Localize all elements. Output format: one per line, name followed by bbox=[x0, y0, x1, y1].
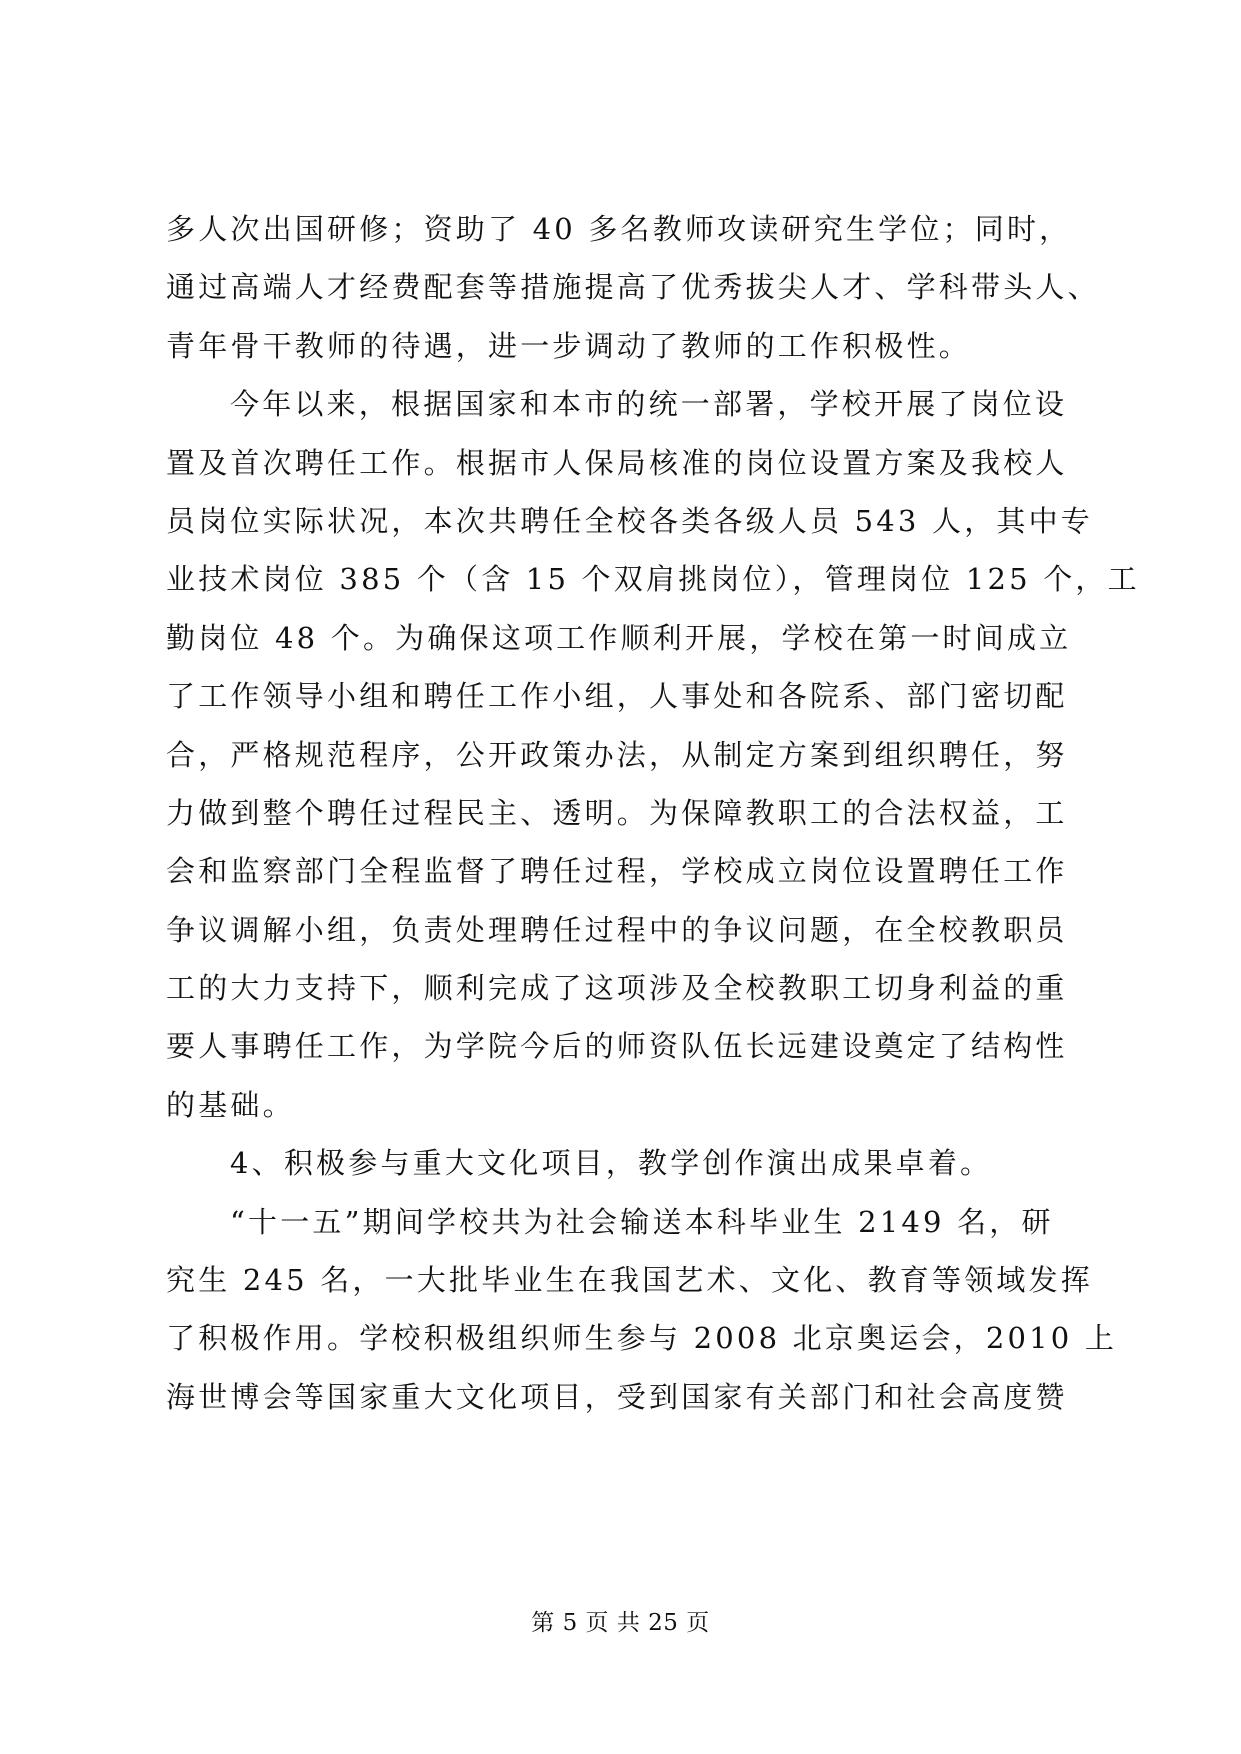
section-heading: 4、积极参与重大文化项目，教学创作演出成果卓着。 bbox=[230, 1146, 993, 1181]
paragraph-start-line: 今年以来，根据国家和本市的统一部署，学校开展了岗位设 bbox=[230, 387, 1068, 422]
text-line: 要人事聘任工作，为学院今后的师资队伍长远建设奠定了结构性 bbox=[166, 1029, 1068, 1064]
paragraph-start-line: “十一五”期间学校共为社会输送本科毕业生 2149 名，研 bbox=[230, 1204, 1054, 1239]
text-line: 青年骨干教师的待遇，进一步调动了教师的工作积极性。 bbox=[166, 328, 972, 363]
text-line: 力做到整个聘任过程民主、透明。为保障教职工的合法权益，工 bbox=[166, 795, 1068, 830]
text-line: 的基础。 bbox=[166, 1087, 295, 1122]
page-number-footer: 第 5 页 共 25 页 bbox=[531, 1610, 710, 1636]
text-line: 工的大力支持下，顺利完成了这项涉及全校教职工切身利益的重 bbox=[166, 971, 1068, 1006]
text-line: 业技术岗位 385 个（含 15 个双肩挑岗位），管理岗位 125 个，工 bbox=[166, 562, 1140, 597]
text-line: 海世博会等国家重大文化项目，受到国家有关部门和社会高度赞 bbox=[166, 1379, 1068, 1414]
text-line: 通过高端人才经费配套等措施提高了优秀拔尖人才、学科带头人、 bbox=[166, 270, 1100, 305]
text-line: 了积极作用。学校积极组织师生参与 2008 北京奥运会，2010 上 bbox=[166, 1321, 1118, 1356]
text-line: 会和监察部门全程监督了聘任过程，学校成立岗位设置聘任工作 bbox=[166, 854, 1068, 889]
text-line: 了工作领导小组和聘任工作小组，人事处和各院系、部门密切配 bbox=[166, 679, 1068, 714]
text-line: 勤岗位 48 个。为确保这项工作顺利开展，学校在第一时间成立 bbox=[166, 620, 1072, 655]
text-line: 置及首次聘任工作。根据市人保局核准的岗位设置方案及我校人 bbox=[166, 445, 1068, 480]
text-line: 争议调解小组，负责处理聘任过程中的争议问题，在全校教职员 bbox=[166, 912, 1068, 947]
document-body bbox=[166, 200, 1140, 1426]
text-line: 究生 245 名，一大批毕业生在我国艺术、文化、教育等领域发挥 bbox=[166, 1263, 1093, 1298]
text-line: 多人次出国研修；资助了 40 多名教师攻读研究生学位；同时， bbox=[166, 212, 1072, 246]
text-line: 员岗位实际状况，本次共聘任全校各类各级人员 543 人，其中专 bbox=[166, 503, 1093, 538]
text-line: 合，严格规范程序，公开政策办法，从制定方案到组织聘任，努 bbox=[166, 737, 1068, 772]
